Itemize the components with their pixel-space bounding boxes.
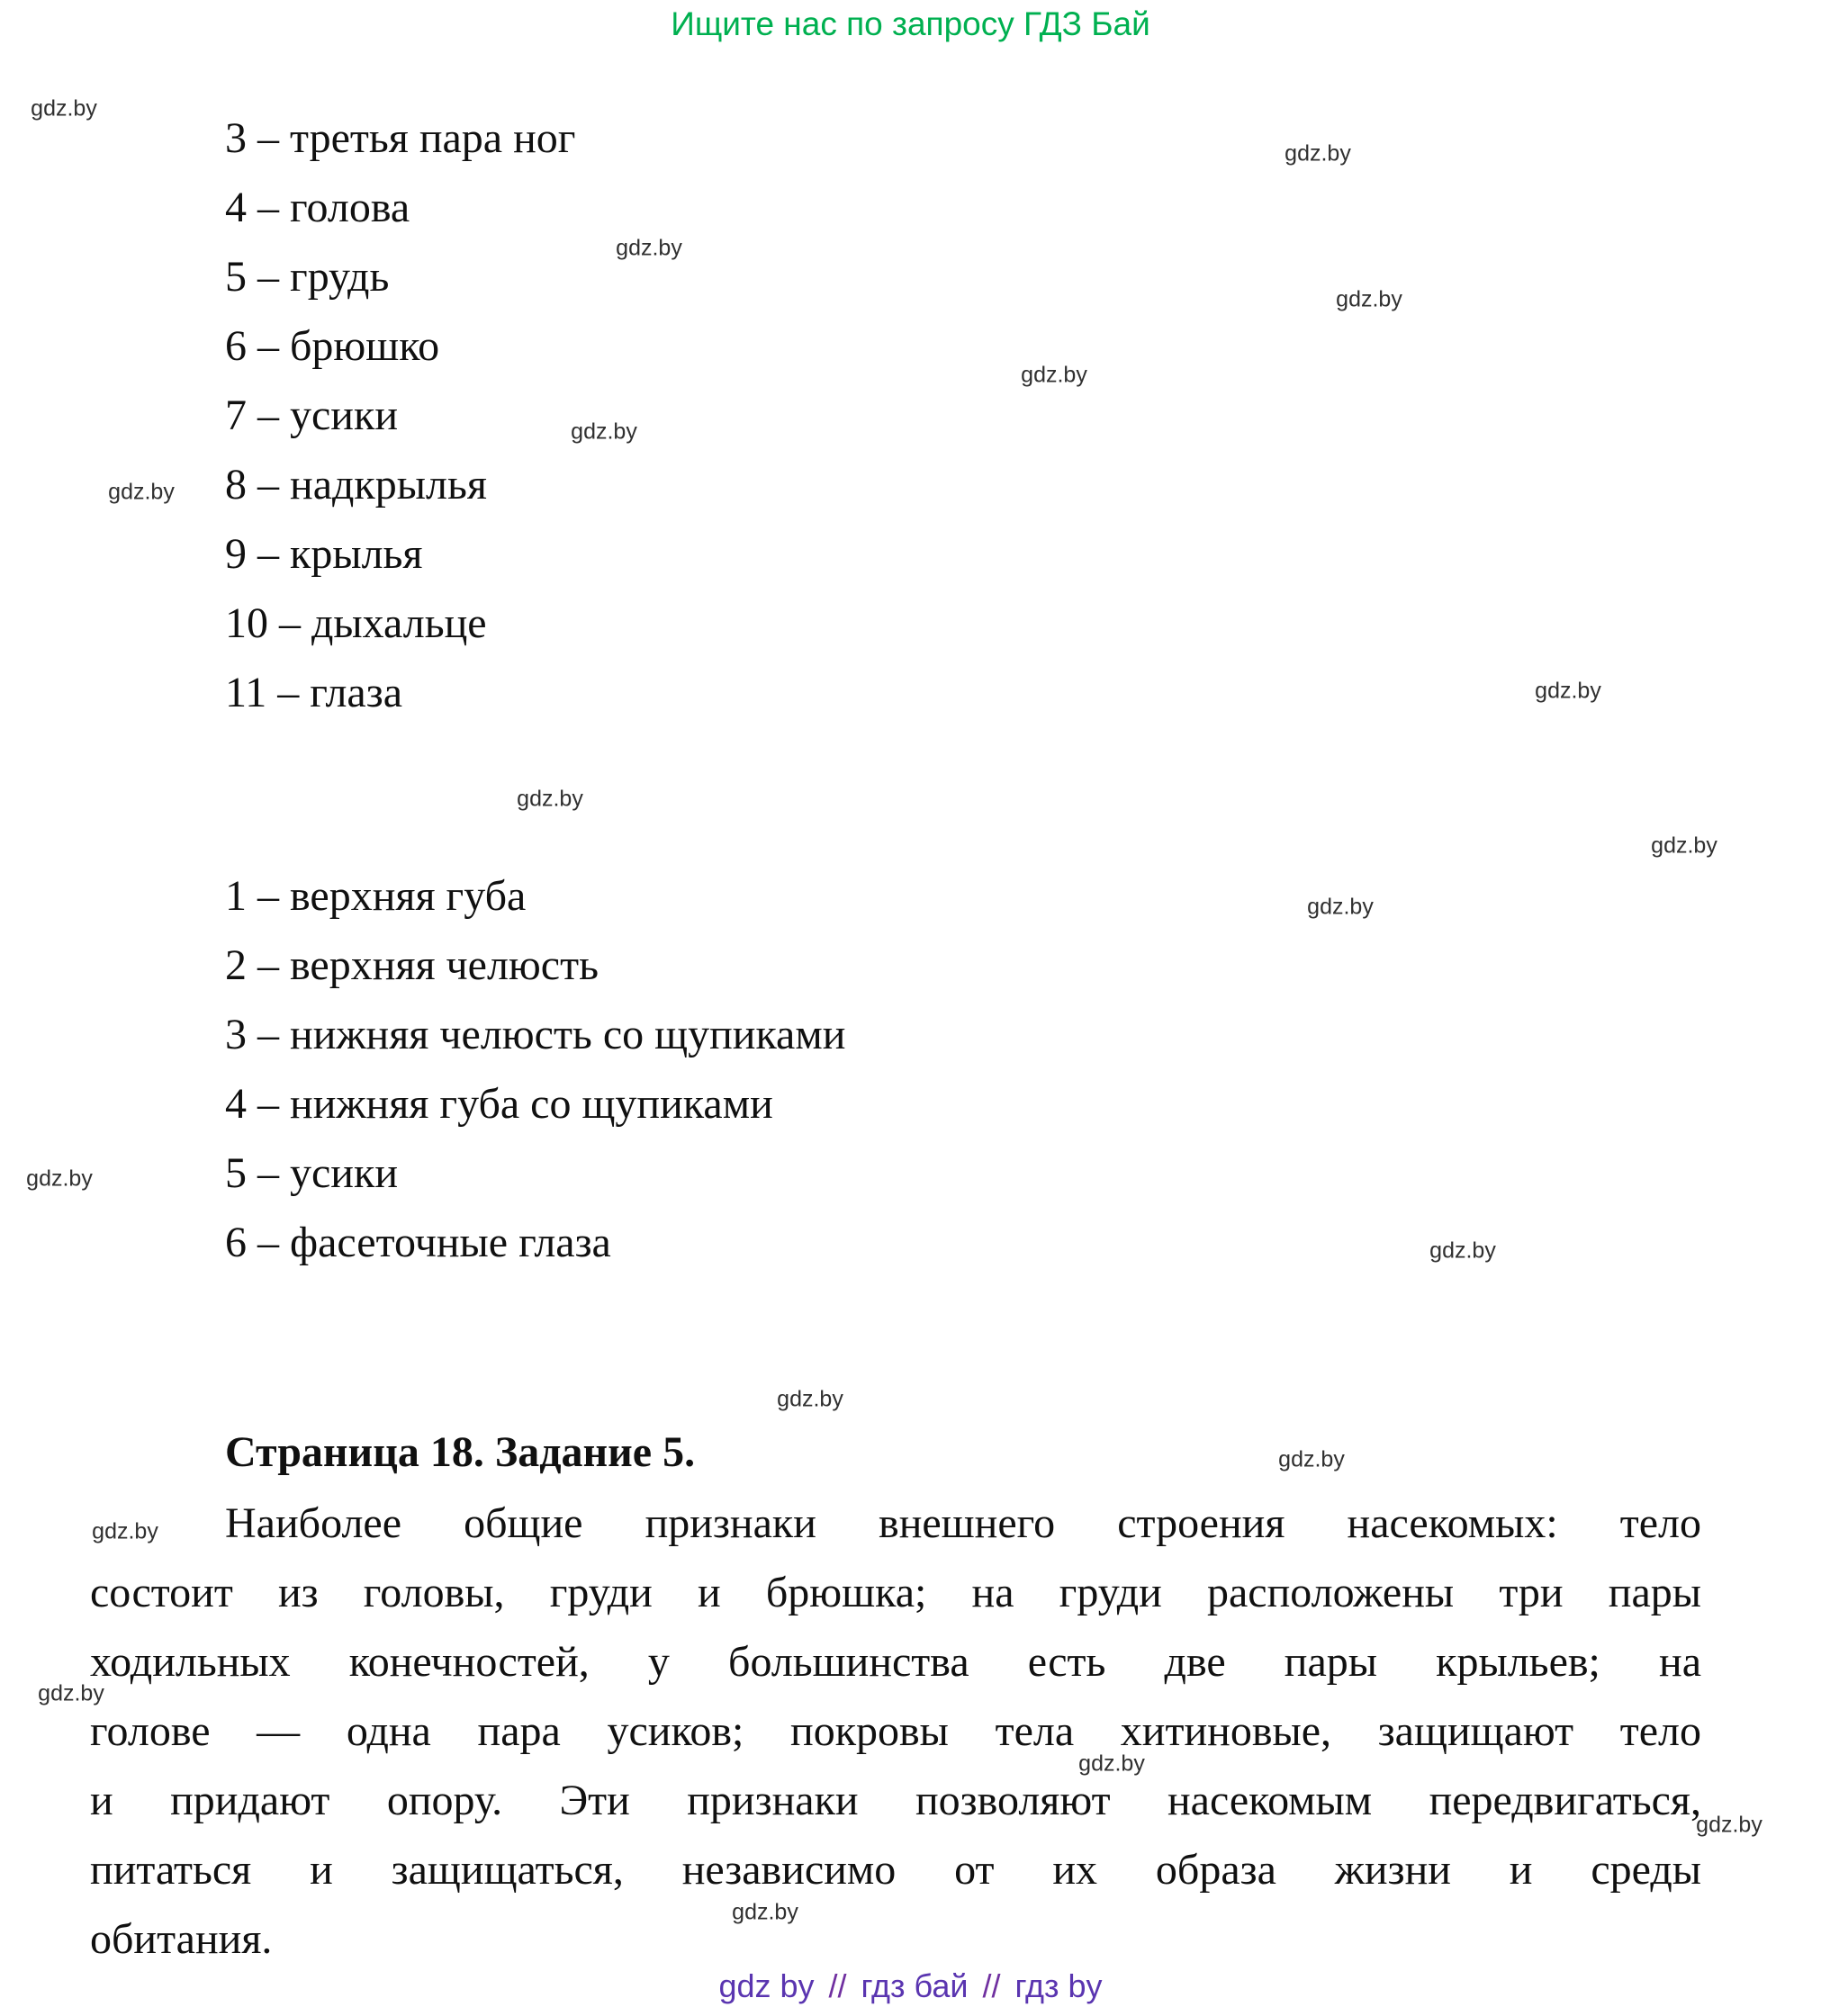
- list-item: 4 – нижняя губа со щупиками: [225, 1080, 773, 1128]
- watermark-gdzby: gdz.by: [1285, 140, 1351, 166]
- watermark-gdzby: gdz.by: [616, 235, 682, 261]
- list-item: 6 – брюшко: [225, 322, 440, 370]
- watermark-gdzby: gdz.by: [571, 418, 637, 445]
- footer-separator: //: [982, 1967, 1001, 2004]
- labels-list-body-parts: [225, 104, 575, 727]
- footer-link-gdz-by[interactable]: gdz by: [718, 1967, 815, 2004]
- list-item: 7 – усики: [225, 392, 398, 439]
- paragraph-line: голове — одна пара усиков; покровы тела хитиновые, защищают тело: [90, 1707, 1701, 1755]
- promo-banner: Ищите нас по запросу ГДЗ Бай: [671, 5, 1150, 42]
- paragraph-line: состоит из головы, груди и брюшка; на груди расположены три пары: [90, 1569, 1701, 1616]
- paragraph-line: и придают опору. Эти признаки позволяют насекомым передвигаться,: [90, 1777, 1701, 1824]
- watermark-gdzby: gdz.by: [1535, 678, 1601, 704]
- watermark-gdzby: gdz.by: [26, 1166, 93, 1192]
- list-item: 4 – голова: [225, 184, 410, 231]
- paragraph-line: ходильных конечностей, у большинства есть две пары крыльев; на: [90, 1638, 1701, 1686]
- footer-separator: //: [828, 1967, 847, 2004]
- list-item: 5 – усики: [225, 1149, 398, 1197]
- watermark-gdzby: gdz.by: [1307, 894, 1374, 920]
- watermark-gdzby: gdz.by: [517, 786, 583, 812]
- watermark-gdzby: gdz.by: [777, 1386, 843, 1412]
- footer-link-gdz-bai[interactable]: гдз бай: [861, 1967, 969, 2004]
- list-item: 3 – нижняя челюсть со щупиками: [225, 1011, 846, 1058]
- list-item: 11 – глаза: [225, 669, 402, 716]
- list-item: 3 – третья пара ног: [225, 114, 576, 162]
- list-item: 1 – верхняя губа: [225, 872, 527, 920]
- watermark-gdzby: gdz.by: [1021, 362, 1087, 388]
- watermark-gdzby: gdz.by: [1651, 832, 1717, 859]
- footer-links: [0, 1967, 1821, 2005]
- task-heading: Страница 18. Задание 5.: [225, 1428, 696, 1476]
- watermark-gdzby: gdz.by: [1429, 1238, 1496, 1264]
- watermark-gdzby: gdz.by: [38, 1680, 104, 1706]
- watermark-gdzby: gdz.by: [1078, 1750, 1145, 1777]
- paragraph-line: обитания.: [90, 1915, 273, 1963]
- watermark-gdzby: gdz.by: [31, 95, 97, 122]
- watermark-gdzby: gdz.by: [1278, 1446, 1345, 1472]
- watermark-gdzby: gdz.by: [732, 1899, 798, 1925]
- answer-paragraph: [90, 1489, 1701, 1974]
- labels-list-head-parts: [225, 861, 845, 1277]
- paragraph-line: Наиболее общие признаки внешнего строения насекомых: тело: [225, 1499, 1701, 1547]
- list-item: 5 – грудь: [225, 253, 390, 301]
- watermark-gdzby: gdz.by: [92, 1518, 158, 1544]
- footer-link-gdz-by-cyr[interactable]: гдз by: [1014, 1967, 1103, 2004]
- list-item: 8 – надкрылья: [225, 461, 487, 508]
- watermark-gdzby: gdz.by: [1336, 286, 1402, 312]
- list-item: 6 – фасеточные глаза: [225, 1219, 611, 1266]
- watermark-gdzby: gdz.by: [108, 479, 175, 505]
- paragraph-line: питаться и защищаться, независимо от их образа жизни и среды: [90, 1846, 1701, 1894]
- list-item: 10 – дыхальце: [225, 599, 487, 647]
- list-item: 9 – крылья: [225, 530, 423, 578]
- watermark-gdzby: gdz.by: [1696, 1812, 1762, 1838]
- list-item: 2 – верхняя челюсть: [225, 941, 599, 989]
